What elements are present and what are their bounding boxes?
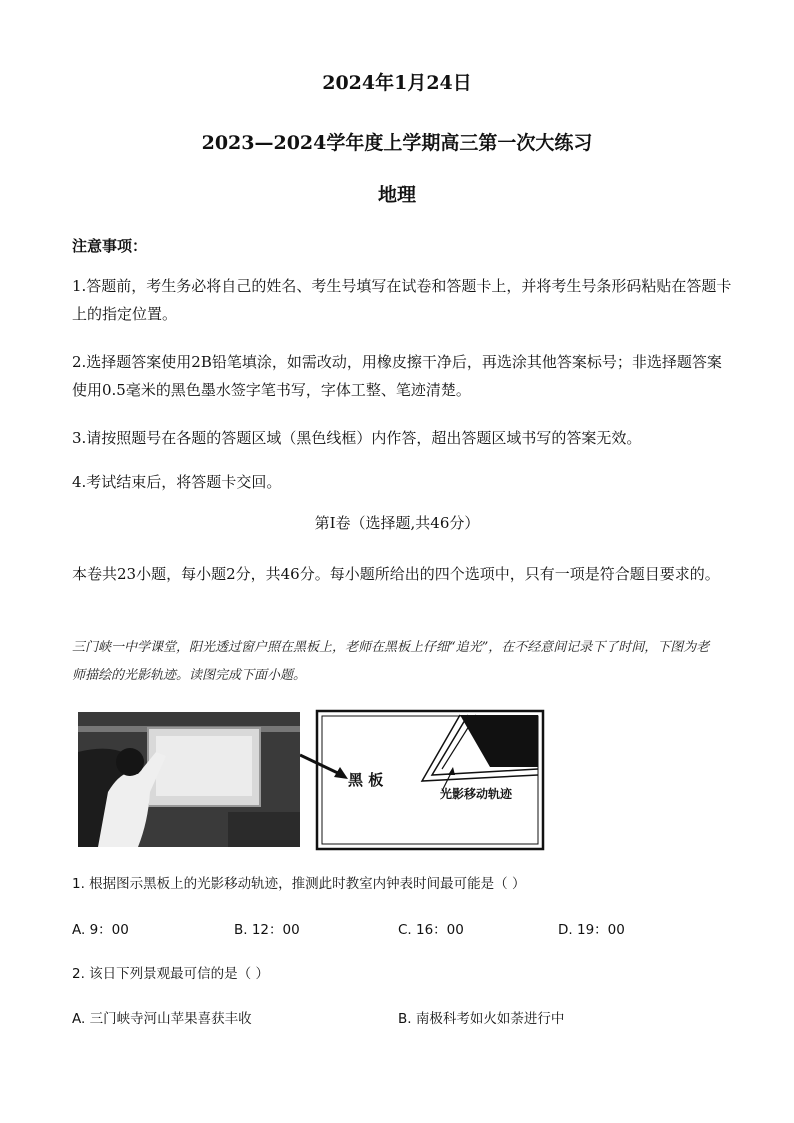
note-item-4: 4.考试结束后，将答题卡交回。 [72,473,282,491]
question-2-stem: 2. 该日下列景观最可信的是（ ） [72,966,269,982]
question-2-options [72,1007,692,1027]
question-1-option-d[interactable]: D. 19：00 [558,922,625,938]
section-intro: 本卷共23小题，每小题2分，共46分。每小题所给出的四个选项中，只有一项是符合题目要求的。 [72,565,720,583]
question-2-option-b[interactable]: B. 南极科考如火如荼进行中 [398,1011,565,1027]
question-2-option-a[interactable]: A. 三门峡寺河山苹果喜获丰收 [72,1011,252,1027]
question-1-option-c[interactable]: C. 16：00 [398,922,464,938]
notes-heading: 注意事项： [72,237,148,255]
blackboard-label: 黑 板 [348,771,384,789]
blackboard-diagram [300,705,550,855]
note-item-3: 3.请按照题号在各题的答题区域（黑色线框）内作答，超出答题区域书写的答案无效。 [72,429,642,447]
classroom-photo [78,712,300,847]
subject-title: 地理 [377,184,416,206]
material-stem: 三门峡一中学课堂，阳光透过窗户照在黑板上，老师在黑板上仔细“追光”，在不经意间记录下了时间，下图为老师描绘的光影轨迹。读图完成下面小题。 [72,640,710,683]
trajectory-label: 光影移动轨迹 [440,787,513,801]
note-item-2: 2.选择题答案使用2B铅笔填涂，如需改动，用橡皮擦干净后，再选涂其他答案标号；非选择题答案使用0.5毫米的黑色墨水签字笔书写，字体工整、笔迹清楚。 [72,353,722,399]
question-1-stem: 1. 根据图示黑板上的光影移动轨迹，推测此时教室内钟表时间最可能是（ ） [72,876,526,892]
note-item-1: 1.答题前，考生务必将自己的姓名、考生号填写在试卷和答题卡上，并将考生号条形码粘贴在答题卡上的指定位置。 [72,277,732,323]
exam-title: 2023—2024学年度上学期高三第一次大练习 [201,132,593,154]
question-1-option-b[interactable]: B. 12：00 [234,922,300,938]
exam-date: 2024年1月24日 [322,72,472,94]
question-1-options [72,918,692,938]
section-title: 第Ⅰ卷（选择题,共46分） [314,514,480,532]
light-trajectory-diagram [300,705,550,855]
question-1-option-a[interactable]: A. 9：00 [72,922,129,938]
classroom-photo-drawing [78,712,300,847]
